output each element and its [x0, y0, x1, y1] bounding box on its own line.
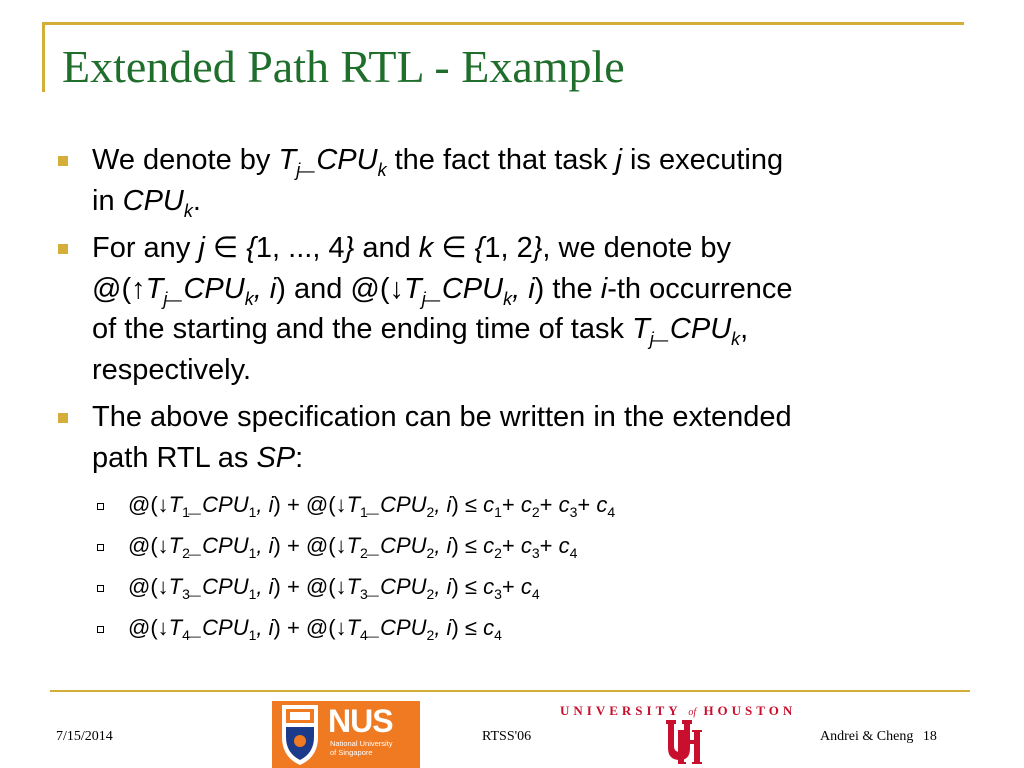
constraint-line: $@(↓T_4\_CPU_1$, $i) + @(↓T_4\_CPU_2$, $i) \le c_4$ [128, 615, 502, 643]
bullet-marker [58, 156, 68, 166]
bullet-line: We denote by $T_j\_CPU_k$ the fact that task j is executing [92, 144, 784, 180]
bullet-marker [58, 413, 68, 423]
sub-bullet-marker [97, 503, 104, 510]
bullet-line: respectively. [92, 353, 252, 386]
bullet-text [92, 228, 997, 390]
footer-date: 7/15/2014 [56, 729, 113, 744]
page-number: 18 [922, 729, 937, 744]
sub-bullet-marker [97, 626, 104, 633]
footer-divider [50, 690, 970, 692]
constraint-line: $@(↓T_3\_CPU_1$, $i) + @(↓T_3\_CPU_2$, $i) \le c_3+ c_4$ [128, 574, 540, 602]
bullet-line: path RTL as SP: [92, 441, 304, 474]
bullet-marker [58, 244, 68, 254]
nus-name-line1: National University [330, 739, 393, 748]
constraint-line: $@(↓T_2\_CPU_1$, $i) + @(↓T_2\_CPU_2$, $i) \le c_2+ c_3+ c_4$ [128, 533, 578, 561]
nus-name-line2: of Singapore [330, 748, 373, 757]
sub-bullet-marker [97, 544, 104, 551]
bullet-text [92, 140, 997, 221]
uh-interlocking-logo-icon [664, 718, 704, 764]
uh-wordmark: UNIVERSITY of HOUSTON [560, 703, 797, 718]
constraint-line: $@(↓T_1\_CPU_1$, $i) + @(↓T_1\_CPU_2$, $i) \le c_1+ c_2+ c_3+ c_4$ [128, 492, 616, 520]
footer-center: RTSS'06 [482, 729, 532, 744]
bullet-line: For any j ∈ {1, ..., 4} and k ∈ {1, 2}, we denote by [92, 232, 732, 264]
bullet-line: of the starting and the ending time of task $T_j\_CPU_k$, [92, 313, 749, 349]
footer-authors: Andrei & Cheng 18 [820, 729, 937, 744]
bullet-text [92, 397, 997, 478]
nus-logo [272, 701, 420, 768]
title-frame-left [42, 22, 45, 92]
bullet-line: $@(↑T_j\_CPU_k$, i) and $@(↓T_j\_CPU_k$, i) the i-th occurrence [92, 272, 793, 309]
nus-abbr: NUS [328, 703, 393, 739]
slide-title: Extended Path RTL - Example [62, 41, 625, 92]
title-frame-top [42, 22, 964, 25]
sub-bullet-marker [97, 585, 104, 592]
bullet-line: The above specification can be written in the extended [92, 401, 792, 433]
bullet-line: in $CPU_k$. [92, 184, 201, 221]
